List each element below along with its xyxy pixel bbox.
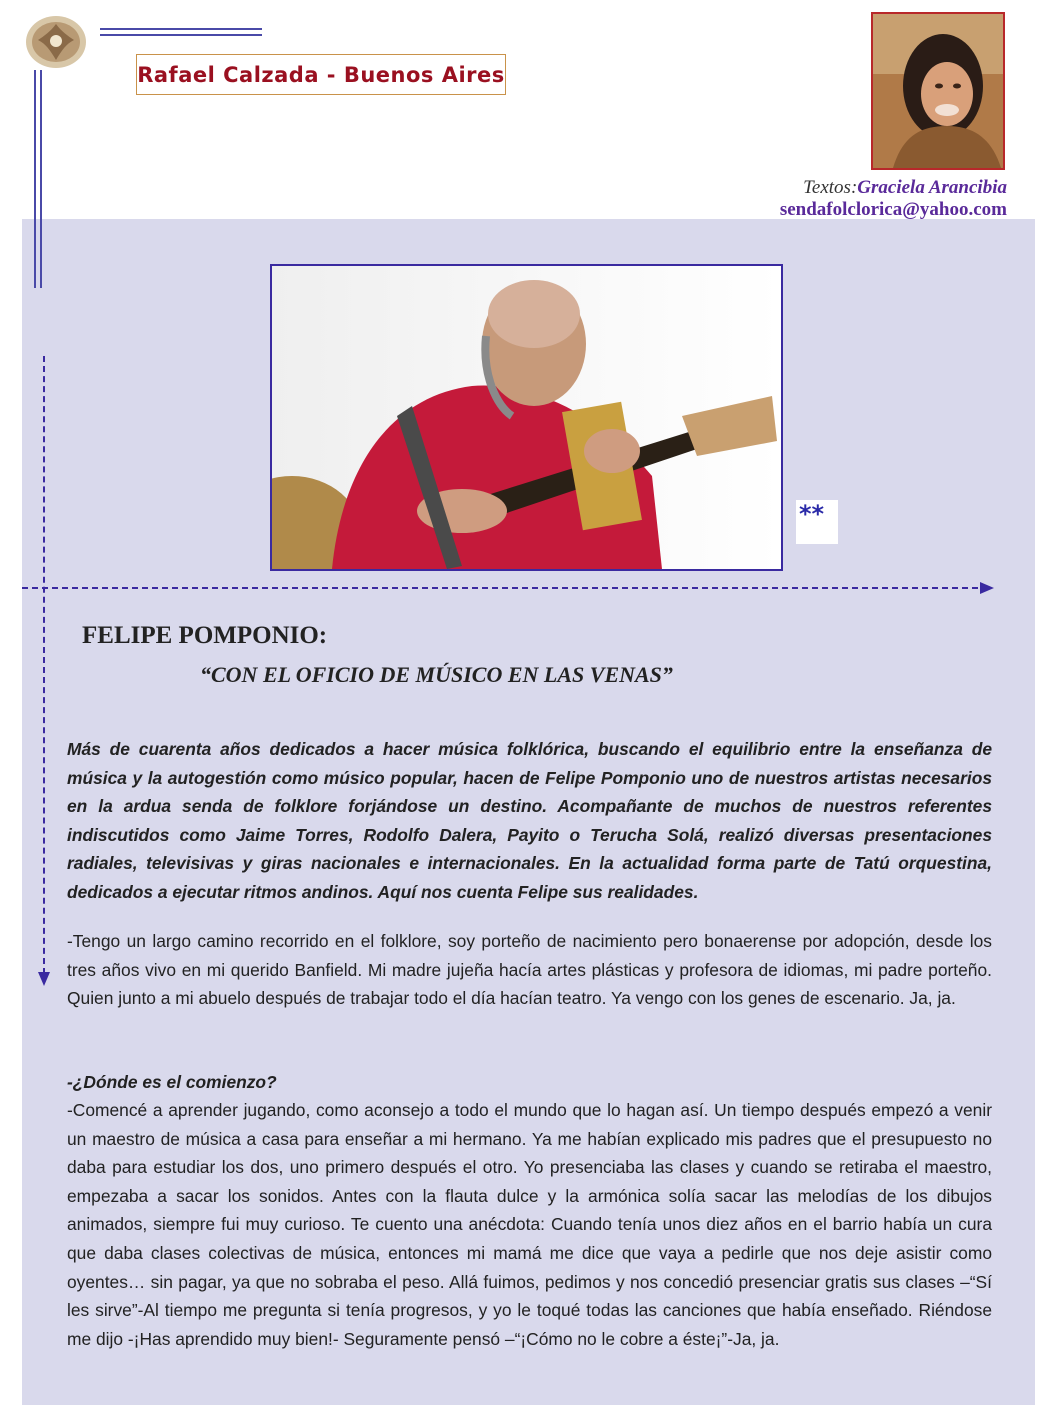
interview-question: -¿Dónde es el comienzo? bbox=[67, 1072, 277, 1092]
dashed-rule-horizontal bbox=[22, 587, 988, 589]
credit-line bbox=[780, 177, 1007, 199]
article-paragraph-1: -Tengo un largo camino recorrido en el folklore, soy porteño de nacimiento pero bonaerense por adopción, desde los tres años vivo en mi querido Banfield. Mi madre jujeña hacía artes plásticas y profesora de idiomas, mi padre porteño. Quien junto a mi abuelo después de trabajar todo el día hacían teatro. Ya vengo con los genes de escenario. Ja, ja. bbox=[67, 931, 992, 1009]
article-credit bbox=[780, 177, 1007, 221]
arrow-down-icon bbox=[38, 972, 50, 986]
seed-ornament-icon bbox=[22, 10, 92, 72]
article-title: FELIPE POMPONIO: bbox=[82, 622, 328, 649]
article-subtitle: “CON EL OFICIO DE MÚSICO EN LAS VENAS” bbox=[200, 662, 673, 687]
arrow-right-icon bbox=[980, 582, 994, 594]
credit-email: sendafolclorica@yahoo.com bbox=[779, 199, 1007, 220]
musician-photo bbox=[270, 264, 783, 571]
credit-prefix: Textos: bbox=[803, 177, 858, 198]
dashed-rule-vertical bbox=[43, 356, 45, 974]
location-label bbox=[136, 54, 506, 95]
article-paragraph-2: -Comencé a aprender jugando, como aconsejo a todo el mundo que lo hagan así. Un tiempo después empezó a venir un maestro de música a casa para enseñar a mi hermano. Ya me habían explicado mis padres que el presupuesto no daba para estudiar los dos, uno primero después el otro. Yo presenciaba las clases y cuando se retiraba el maestro, empezaba a sacar los sonidos. Antes con la flauta dulce y la armónica solía sacar las melodías de los dibujos animados, siempre fui muy curioso. Te cuento una anécdota: Cuando tenía unos diez años en el barrio había un cura que daba clases colectivas de música, entonces mi mamá me dice que vaya a pedirle que nos deje asistir como oyentes… sin pagar, ya que no sobraba el peso. Allá fuimos, pedimos y nos concedió presenciar gratis sus clases –“Sí les sirve”-Al tiempo me pregunta si tenía progresos, y yo le toqué todas las canciones que había enseñado. Riéndose me dijo -¡Has aprendido muy bien!- Seguramente pensó –“¡Cómo no le cobre a éste¡”-Ja, ja. bbox=[67, 1100, 992, 1349]
credit-author: Graciela Arancibia bbox=[857, 177, 1007, 198]
header-rule-1 bbox=[100, 28, 262, 30]
margin-rule-2 bbox=[40, 70, 42, 288]
article-intro: Más de cuarenta años dedicados a hacer música folklórica, buscando el equilibrio entre la enseñanza de música y la autogestión como músico popular, hacen de Felipe Pomponio uno de nuestros artistas necesarios en la ardua senda de folklore forjándose un destino. Acompañante de muchos de nuestros referentes indiscutidos como Jaime Torres, Rodolfo Dalera, Payito o Terucha Solá, realizó diversas presentaciones radiales, televisivas y giras nacionales e internacionales. En la actualidad forma parte de Tatú orquestina, dedicados a ejecutar ritmos andinos. Aquí nos cuenta Felipe sus realidades. bbox=[67, 739, 992, 902]
margin-rule-1 bbox=[34, 70, 36, 288]
header-rule-2 bbox=[100, 34, 262, 36]
location-text: Rafael Calzada - Buenos Aires bbox=[137, 62, 505, 87]
photo-marker: ** bbox=[796, 500, 838, 544]
author-photo bbox=[871, 12, 1005, 170]
